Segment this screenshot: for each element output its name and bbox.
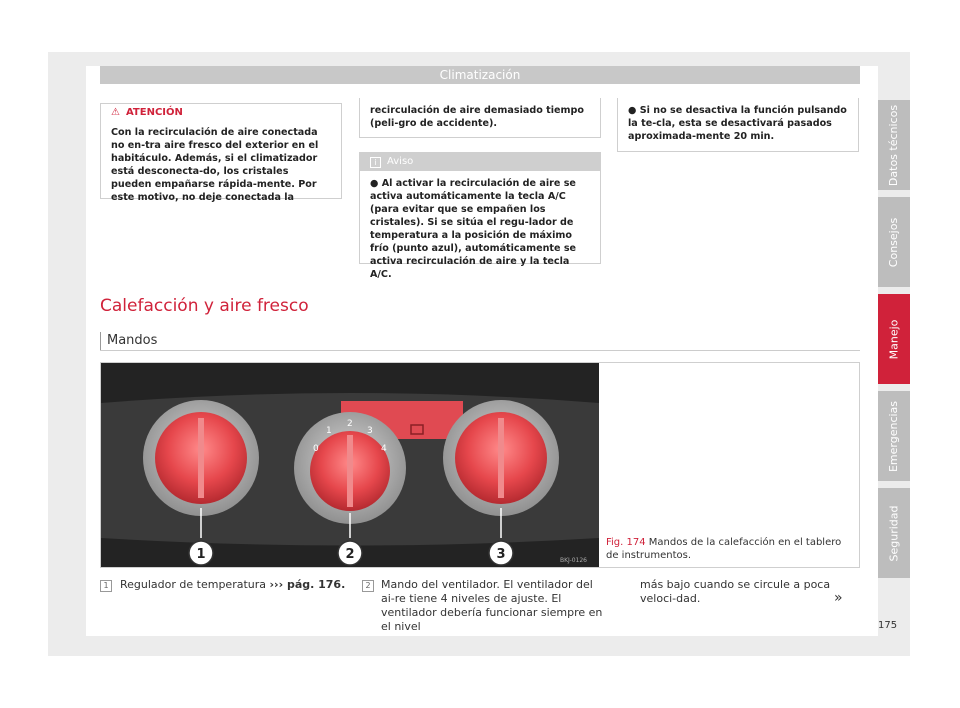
subtitle-marker <box>100 332 101 350</box>
section-title: Calefacción y aire fresco <box>100 296 309 316</box>
fan-mark-4: 4 <box>381 444 387 454</box>
fan-mark-3: 3 <box>367 426 373 436</box>
info-icon: i <box>370 157 381 168</box>
notice-continuation-body <box>618 98 858 149</box>
notice-bullet-text: Al activar la recirculación de aire se activa automáticamente la tecla A/C (para evitar que se empañen los cristales). Si se sitúa el regu-lador de temperatura a la posición de máximo frío (punto azul), automáticamente se activa recirculación de aire y la tecla A/C. <box>370 178 577 280</box>
tab-manejo[interactable] <box>878 294 910 384</box>
climate-controls-photo <box>101 363 599 567</box>
warning-body: Con la recirculación de aire conectada no en-tra aire fresco del exterior en el habitáculo. Además, si el climatizador está desconecta-do, los cristales pueden empañarse rápida-mente. Por este motivo, no deje conectada la <box>111 127 319 203</box>
tab-label: Manejo <box>887 319 901 359</box>
notice-continuation-text: Si no se desactiva la función pulsando la te-cla, esta se desactivará pasados aproximada-mente 20 min. <box>628 105 847 142</box>
figure-caption <box>606 536 851 562</box>
callout-2: 2 <box>345 547 355 562</box>
tab-emergencias[interactable] <box>878 391 910 481</box>
tab-seguridad[interactable] <box>878 488 910 578</box>
fan-mark-1: 1 <box>326 426 332 436</box>
running-header: Climatización <box>100 66 860 84</box>
bullet-icon: ● <box>628 105 640 116</box>
section-rule <box>100 350 860 351</box>
section-subtitle: Mandos <box>107 333 158 348</box>
figure-caption-text: Mandos de la calefacción en el tablero de instrumentos. <box>606 537 842 561</box>
item-1-page-ref[interactable]: ››› pág. 176. <box>269 578 346 591</box>
fan-mark-2: 2 <box>347 419 353 429</box>
notice-title: Aviso <box>387 156 414 167</box>
tab-label: Consejos <box>887 217 901 267</box>
warning-box <box>100 103 342 203</box>
notice-body <box>360 171 600 287</box>
tab-label: Emergencias <box>887 400 901 472</box>
page-number: 175 <box>878 620 898 631</box>
item-number-badge: 1 <box>100 580 112 592</box>
tab-datos-tecnicos[interactable] <box>878 100 910 190</box>
callout-1: 1 <box>196 547 206 562</box>
continue-arrow-icon: » <box>834 590 843 606</box>
figure-code: BKJ-0126 <box>559 557 587 564</box>
warning-continuation <box>359 98 601 138</box>
item-2: Mando del ventilador. El ventilador del ai-re tiene 4 niveles de ajuste. El ventilador debería funcionar siempre en el nivel <box>381 578 603 633</box>
climate-panel-illustration <box>101 363 599 567</box>
item-1-text: Regulador de temperatura <box>120 578 267 591</box>
notice-continuation <box>617 98 859 152</box>
notice-header <box>360 153 600 171</box>
bullet-icon: ● <box>370 178 382 189</box>
tab-consejos[interactable] <box>878 197 910 287</box>
warning-header <box>101 104 341 122</box>
warning-title: ATENCIÓN <box>125 107 183 118</box>
tab-label: Seguridad <box>887 505 901 561</box>
warning-continuation-text: recirculación de aire demasiado tiempo (peli-gro de accidente). <box>370 105 584 129</box>
notice-box <box>359 152 601 280</box>
callout-3: 3 <box>496 547 506 562</box>
warning-triangle-icon: ⚠ <box>111 107 120 118</box>
tab-label: Datos técnicos <box>887 104 901 186</box>
item-2-continuation: más bajo cuando se circule a poca veloci-dad. <box>640 578 831 605</box>
item-number-badge: 2 <box>362 580 374 592</box>
figure-number: Fig. 174 <box>606 537 646 548</box>
fan-mark-0: 0 <box>313 444 319 454</box>
item-1 <box>120 578 350 592</box>
